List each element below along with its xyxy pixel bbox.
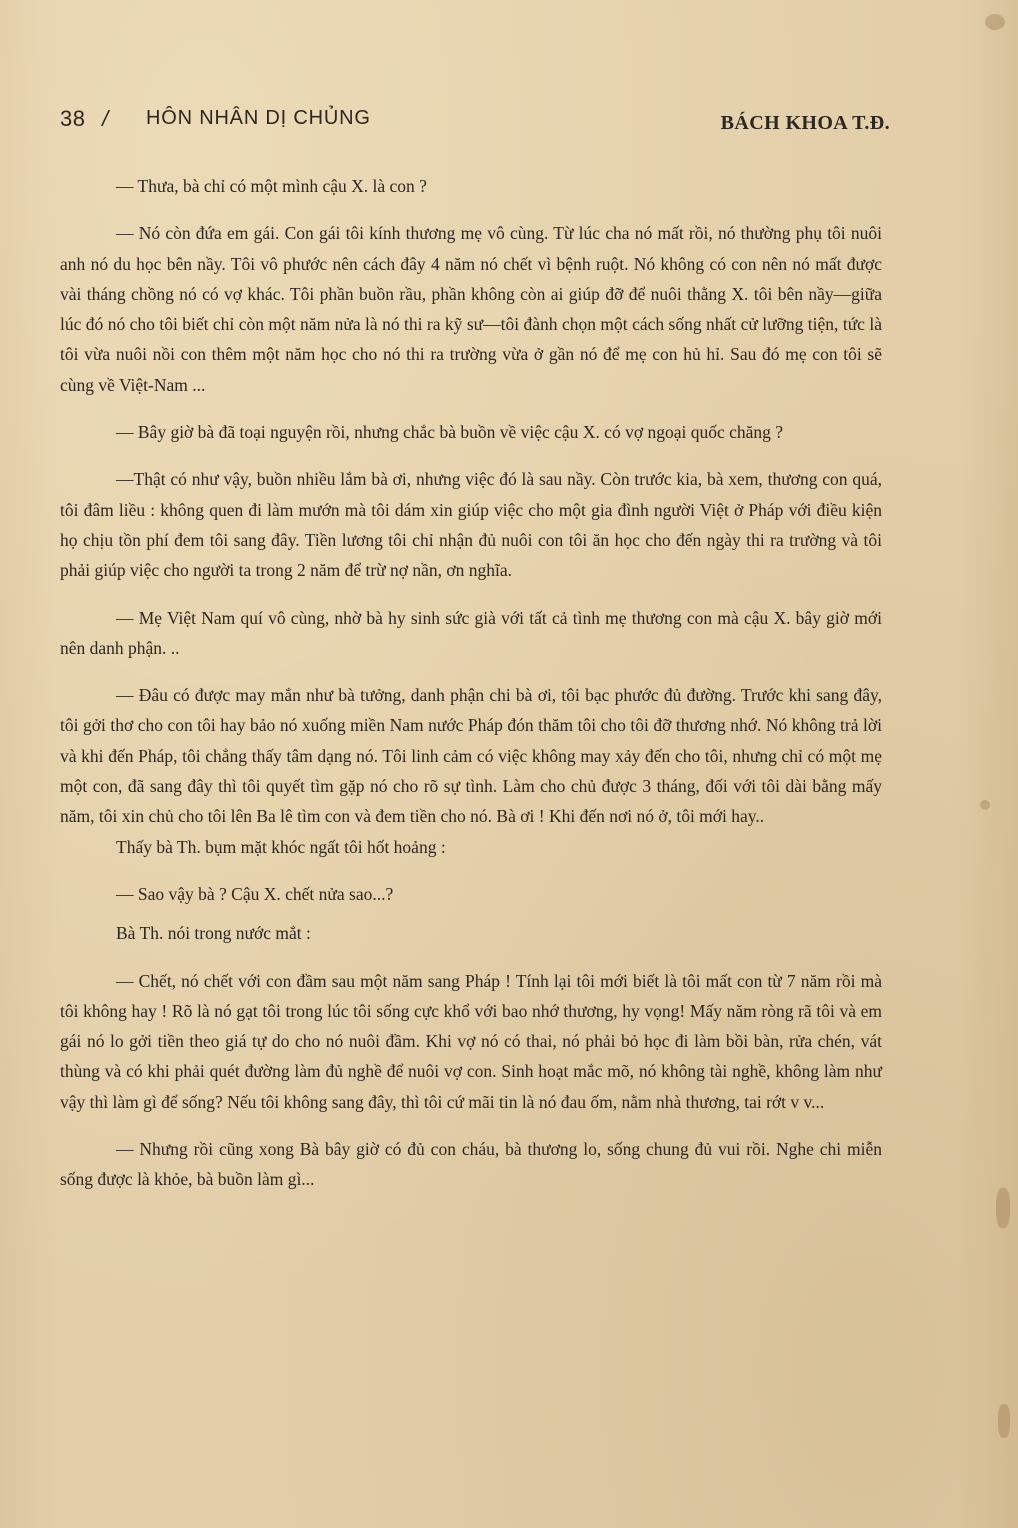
paragraph: — Nhưng rồi cũng xong Bà bây giờ có đủ con cháu, bà thương lo, sống chung đủ vui rồi. Nghe chi miễn sống được là khỏe, bà buồn làm gì... — [60, 1139, 882, 1190]
running-title: HÔN NHÂN DỊ CHỦNG — [146, 107, 371, 129]
paper-stain — [996, 1188, 1010, 1228]
journal-title: BÁCH KHOA T.Đ. — [720, 112, 890, 134]
paragraph: Thấy bà Th. bụm mặt khóc ngất tôi hốt hoảng : — [116, 836, 446, 857]
paper-stain — [980, 800, 990, 810]
paper-stain — [985, 14, 1005, 30]
paper-stain — [998, 1404, 1010, 1438]
header-separator: / — [102, 106, 109, 131]
paragraph: — Đâu có được may mắn như bà tưởng, danh phận chi bà ơi, tôi bạc phước đủ đường. Trước khi sang đây, tôi gởi thơ cho con tôi hay bảo nó xuống miền Nam nước Pháp đón thăm tôi cho tôi đỡ thương nhớ. Nó không trả lời và khi đến Pháp, tôi chẳng thấy tâm dạng nó. Tôi linh cảm có việc không may xảy đến cho tôi, nhưng chỉ có một mẹ một con, đã sang đây thì tôi quyết tìm gặp nó cho rõ sự tình. Làm cho chủ được 3 tháng, đối với tôi dài bằng mấy năm, tôi xin chủ cho tôi lên Ba lê tìm con và đem tiền cho nó. Bà ơi ! Khi đến nơi nó ở, tôi mới hay.. — [60, 685, 882, 827]
paragraph: Bà Th. nói trong nước mắt : — [116, 923, 311, 944]
article-body — [60, 171, 882, 1195]
paragraph: — Mẹ Việt Nam quí vô cùng, nhờ bà hy sinh sức già với tất cả tình mẹ thương con mà cậu X. bây giờ mới nên danh phận. .. — [60, 607, 882, 658]
paragraph: — Chết, nó chết với con đầm sau một năm sang Pháp ! Tính lại tôi mới biết là tôi mất con từ 7 năm rồi mà tôi không hay ! Rõ là nó gạt tôi trong lúc tôi sống cực khổ với bao nhớ thương, hy vọng! Mấy năm ròng rã tôi và em gái nó lo gởi tiền theo giá tự do cho nó nuôi đầm. Khi vợ nó có thai, nó phải bỏ học đi làm bồi bàn, rửa chén, vát thùng và có khi phải quét đường làm đủ nghề để nuôi vợ con. Sinh hoạt mắc mõ, nó không tài nghề, không làm như vậy thì làm gì để sống? Nếu tôi không sang đây, thì tôi cứ mãi tin là nó đau ốm, nằm nhà thương, tai rớt v v... — [60, 970, 882, 1112]
paragraph: — Thưa, bà chỉ có một mình cậu X. là con ? — [116, 176, 427, 196]
page-header — [60, 106, 890, 142]
paragraph: — Sao vậy bà ? Cậu X. chết nửa sao...? — [116, 883, 394, 904]
paragraph: —Thật có như vậy, buồn nhiều lắm bà ơi, nhưng việc đó là sau nầy. Còn trước kia, bà xem, thương con quá, tôi đâm liều : không quen đi làm mướn mà tôi dám xin giúp việc cho một gia đình người Việt ở Pháp với điều kiện họ chịu tồn phí đem tôi sang đây. Tiền lương tôi chỉ nhận đủ nuôi con tôi ăn học cho đến ngày thi ra trường và tôi phải giúp việc cho người ta trong 2 năm để trừ nợ nần, ơn nghĩa. — [60, 469, 882, 581]
paragraph: — Bây giờ bà đã toại nguyện rồi, nhưng chắc bà buồn về việc cậu X. có vợ ngoại quốc chăng ? — [116, 422, 784, 443]
paragraph: — Nó còn đứa em gái. Con gái tôi kính thương mẹ vô cùng. Từ lúc cha nó mất rồi, nó thường phụ tôi nuôi anh nó du học bên nầy. Tôi vô phước nên cách đây 4 năm nó chết vì bệnh ruột. Nó không có con nên nó mất được vài tháng chồng nó có vợ khác. Tôi phần buồn rầu, phần không còn ai giúp đỡ để nuôi thằng X. tôi bên nầy—giữa lúc đó nó cho tôi biết chỉ còn một năm nửa là nó thi ra kỹ sư—tôi đành chọn một cách sống nhất cử lưỡng tiện, tức là tôi vừa nuôi nồi con thêm một năm học cho nó thi ra trường vừa ở gần nó để mẹ con hủ hỉ. Sau đó mẹ con tôi sẽ cùng về Việt-Nam ... — [60, 223, 882, 395]
page-number — [60, 106, 109, 132]
page-number-value: 38 — [60, 106, 86, 131]
